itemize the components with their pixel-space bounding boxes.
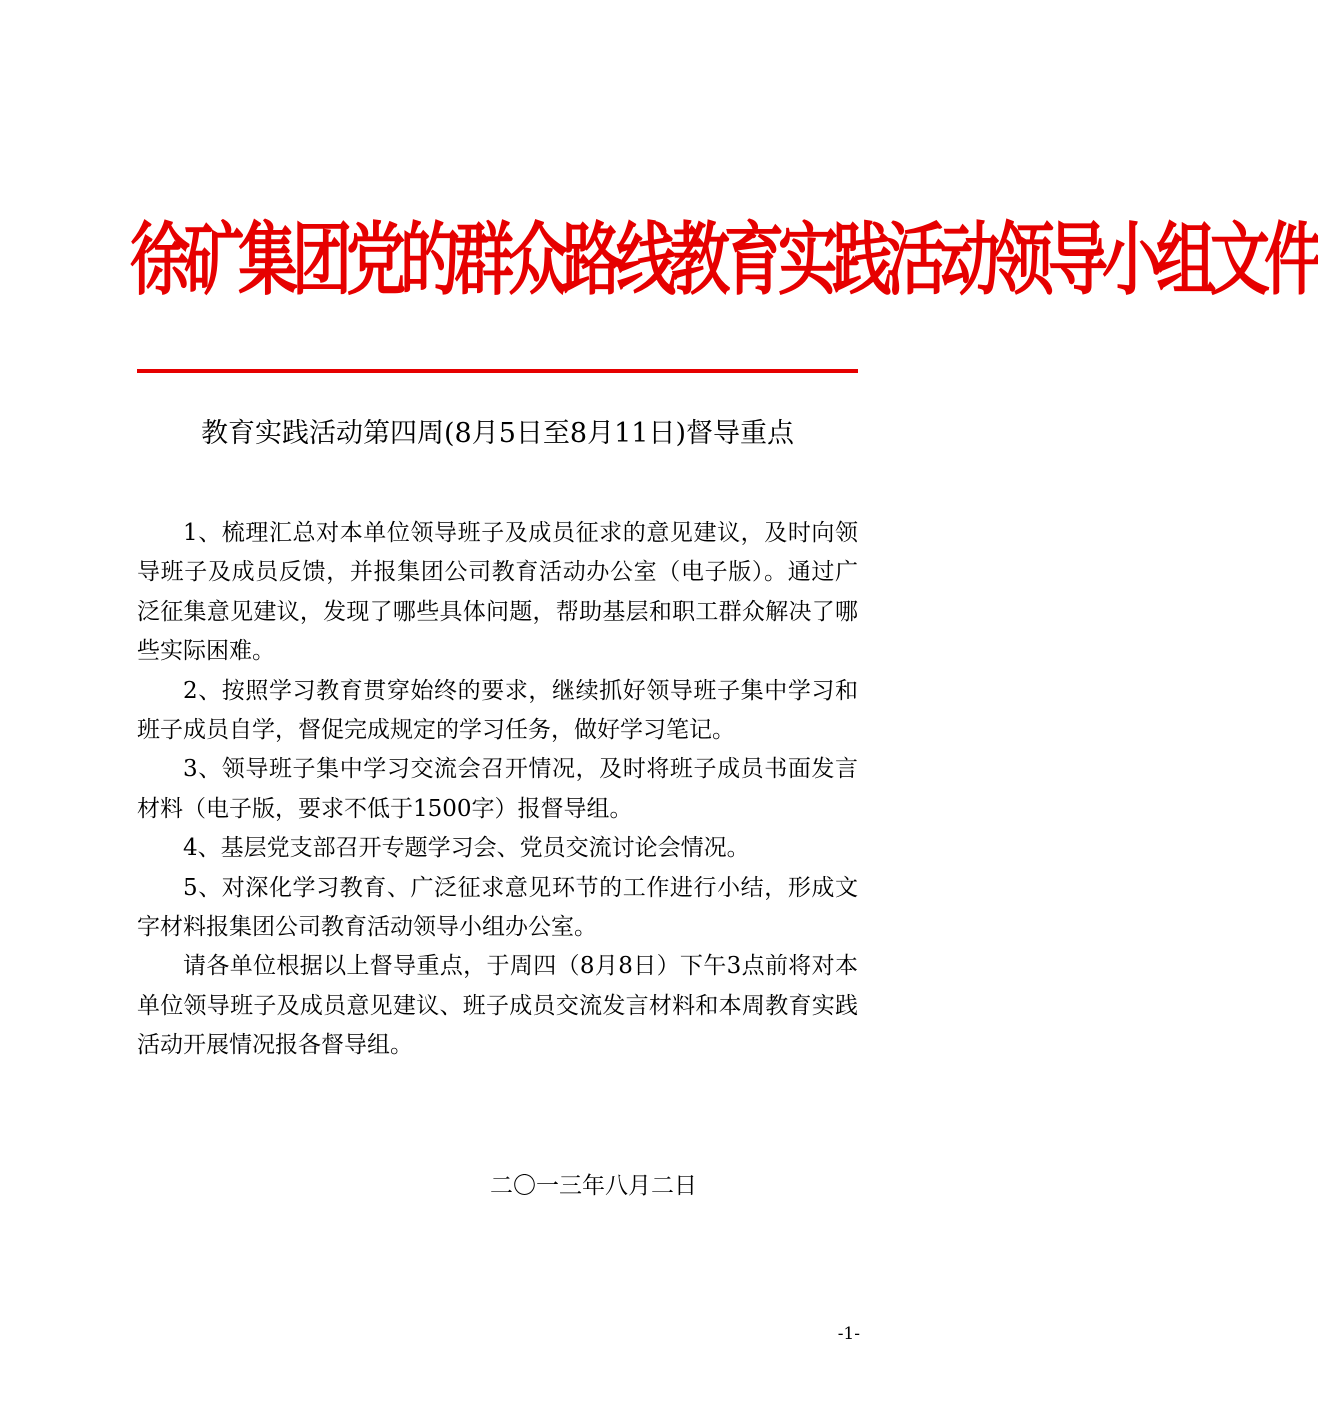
body-paragraph-4: 4、基层党支部召开专题学习会、党员交流讨论会情况。 [183, 835, 750, 862]
body-paragraph-3: 3、领导班子集中学习交流会召开情况，及时将班子成员书面发言材料（电子版，要求不低于1500字）报督导组。 [137, 756, 858, 822]
page-number: -1- [837, 1324, 860, 1344]
body-paragraph-closing: 请各单位根据以上督导重点，于周四（8月8日）下午3点前将对本单位领导班子及成员意见建议、班子成员交流发言材料和本周教育实践活动开展情况报各督导组。 [137, 953, 858, 1059]
document-header-title: 徐矿集团党的群众路线教育实践活动领导小组文件 [130, 214, 1318, 307]
notice-title: 教育实践活动第四周(8月5日至8月11日)督导重点 [201, 418, 794, 449]
issue-date: 二〇一三年八月二日 [490, 1173, 697, 1199]
document-body [137, 514, 858, 1066]
body-paragraph-5: 5、对深化学习教育、广泛征求意见环节的工作进行小结，形成文字材料报集团公司教育活动领导小组办公室。 [137, 874, 858, 941]
body-paragraph-2: 2、按照学习教育贯穿始终的要求，继续抓好领导班子集中学习和班子成员自学，督促完成规定的学习任务，做好学习笔记。 [137, 677, 858, 744]
header-red-divider [137, 369, 858, 373]
body-paragraph-1: 1、梳理汇总对本单位领导班子及成员征求的意见建议，及时向领导班子及成员反馈，并报集团公司教育活动办公室（电子版）。通过广泛征集意见建议，发现了哪些具体问题，帮助基层和职工群众解决了哪些实际困难。 [137, 520, 858, 665]
